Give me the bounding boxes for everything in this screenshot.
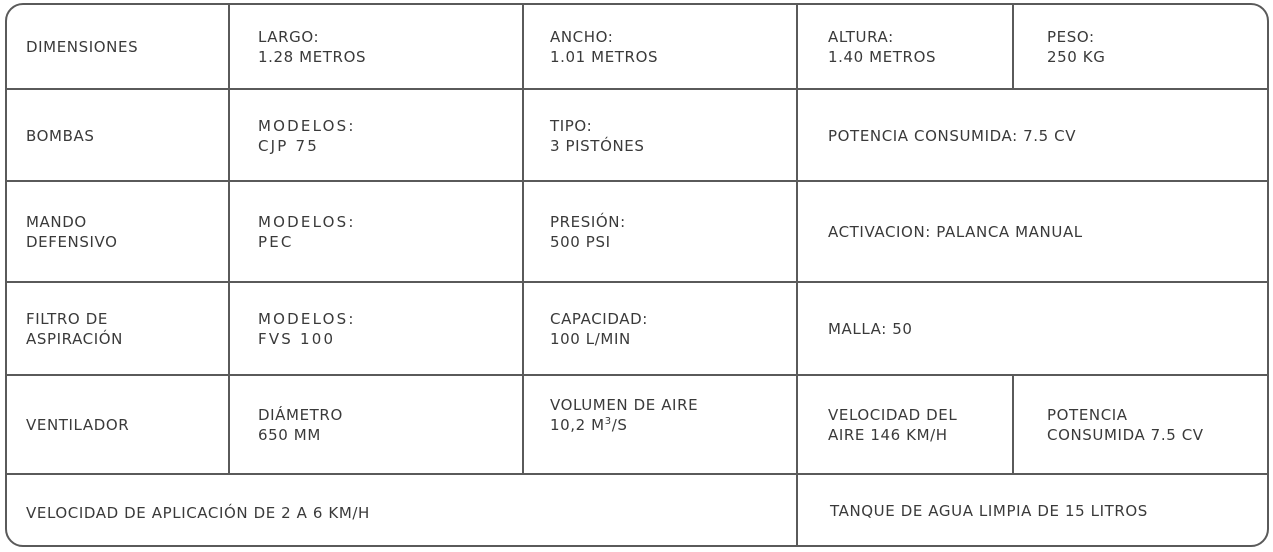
- ancho-label: ANCHO:: [550, 27, 614, 46]
- ventilador-diametro-cell: [258, 376, 343, 474]
- bombas-tipo-value: 3 PISTÓNES: [550, 136, 645, 155]
- ventilador-diametro-label: DIÁMETRO: [258, 406, 343, 424]
- ventilador-volumen-value-line: [550, 415, 698, 435]
- bombas-potencia-cell: [828, 90, 1076, 181]
- col-divider: [522, 4, 524, 475]
- filtro-label-line1: FILTRO DE: [26, 310, 108, 328]
- col-divider: [796, 4, 798, 546]
- bombas-modelos-value: CJP 75: [258, 136, 319, 155]
- mando-label-line1: MANDO: [26, 213, 87, 231]
- bombas-modelos-cell: [258, 90, 356, 181]
- altura-value: 1.40 METROS: [828, 47, 937, 66]
- peso-cell: [1047, 4, 1105, 89]
- filtro-label-cell: [26, 283, 123, 375]
- altura-label: ALTURA:: [828, 27, 894, 46]
- tanque: TANQUE DE AGUA LIMPIA DE 15 LITROS: [830, 502, 1148, 520]
- bombas-tipo-cell: [550, 90, 645, 181]
- altura-cell: [828, 4, 936, 89]
- filtro-modelos-value: FVS 100: [258, 330, 336, 348]
- ventilador-potencia-cell: [1047, 376, 1204, 474]
- col-divider: [1012, 4, 1014, 90]
- bombas-label-cell: [26, 90, 94, 181]
- ventilador-label-cell: [26, 376, 129, 474]
- filtro-malla-cell: [828, 283, 913, 375]
- dimensiones-label: DIMENSIONES: [26, 37, 139, 56]
- mando-activacion: ACTIVACION: PALANCA MANUAL: [828, 223, 1083, 241]
- filtro-capacidad-value: 100 L/MIN: [550, 330, 631, 348]
- ventilador-volumen-unit-tail: /S: [611, 416, 628, 434]
- largo-value: 1.28 METROS: [258, 47, 367, 66]
- bombas-modelos-label: MODELOS:: [258, 116, 356, 135]
- ventilador-velocidad-line1: VELOCIDAD DEL: [828, 406, 958, 424]
- filtro-modelos-label: MODELOS:: [258, 310, 356, 328]
- col-divider: [228, 4, 230, 475]
- ventilador-potencia-line1: POTENCIA: [1047, 406, 1128, 424]
- ventilador-volumen-exponent: 3: [604, 416, 612, 427]
- mando-presion-value: 500 PSI: [550, 233, 611, 251]
- mando-modelos-cell: [258, 182, 356, 282]
- dimensiones-label-cell: [26, 4, 138, 89]
- ventilador-volumen-value: 10,2 M: [550, 416, 605, 434]
- tanque-cell: [830, 475, 1148, 547]
- ventilador-volumen-cell: [550, 376, 698, 454]
- ventilador-potencia-line2: CONSUMIDA 7.5 CV: [1047, 426, 1204, 444]
- mando-presion-label: PRESIÓN:: [550, 213, 626, 231]
- velocidad-aplicacion-cell: [26, 475, 370, 551]
- mando-presion-cell: [550, 182, 626, 282]
- ancho-value: 1.01 METROS: [550, 47, 659, 66]
- filtro-label-line2: ASPIRACIÓN: [26, 330, 123, 348]
- velocidad-aplicacion: VELOCIDAD DE APLICACIÓN DE 2 A 6 KM/H: [26, 504, 370, 522]
- filtro-capacidad-cell: [550, 283, 648, 375]
- largo-label: LARGO:: [258, 27, 320, 46]
- ventilador-velocidad-cell: [828, 376, 957, 474]
- mando-label-cell: [26, 182, 118, 282]
- ancho-cell: [550, 4, 658, 89]
- largo-cell: [258, 4, 366, 89]
- bombas-tipo-label: TIPO:: [550, 116, 593, 135]
- bombas-potencia: POTENCIA CONSUMIDA: 7.5 CV: [828, 126, 1077, 145]
- ventilador-volumen-label: VOLUMEN DE AIRE: [550, 396, 699, 414]
- bombas-label: BOMBAS: [26, 126, 95, 145]
- peso-value: 250 KG: [1047, 47, 1106, 66]
- mando-modelos-label: MODELOS:: [258, 213, 356, 231]
- peso-label: PESO:: [1047, 27, 1095, 46]
- ventilador-diametro-value: 650 MM: [258, 426, 321, 444]
- filtro-capacidad-label: CAPACIDAD:: [550, 310, 648, 328]
- ventilador-velocidad-line2: AIRE 146 KM/H: [828, 426, 948, 444]
- col-divider: [1012, 375, 1014, 475]
- filtro-malla: MALLA: 50: [828, 320, 913, 338]
- mando-label-line2: DEFENSIVO: [26, 233, 118, 251]
- mando-activacion-cell: [828, 182, 1083, 282]
- filtro-modelos-cell: [258, 283, 356, 375]
- mando-modelos-value: PEC: [258, 233, 294, 251]
- ventilador-label: VENTILADOR: [26, 416, 130, 434]
